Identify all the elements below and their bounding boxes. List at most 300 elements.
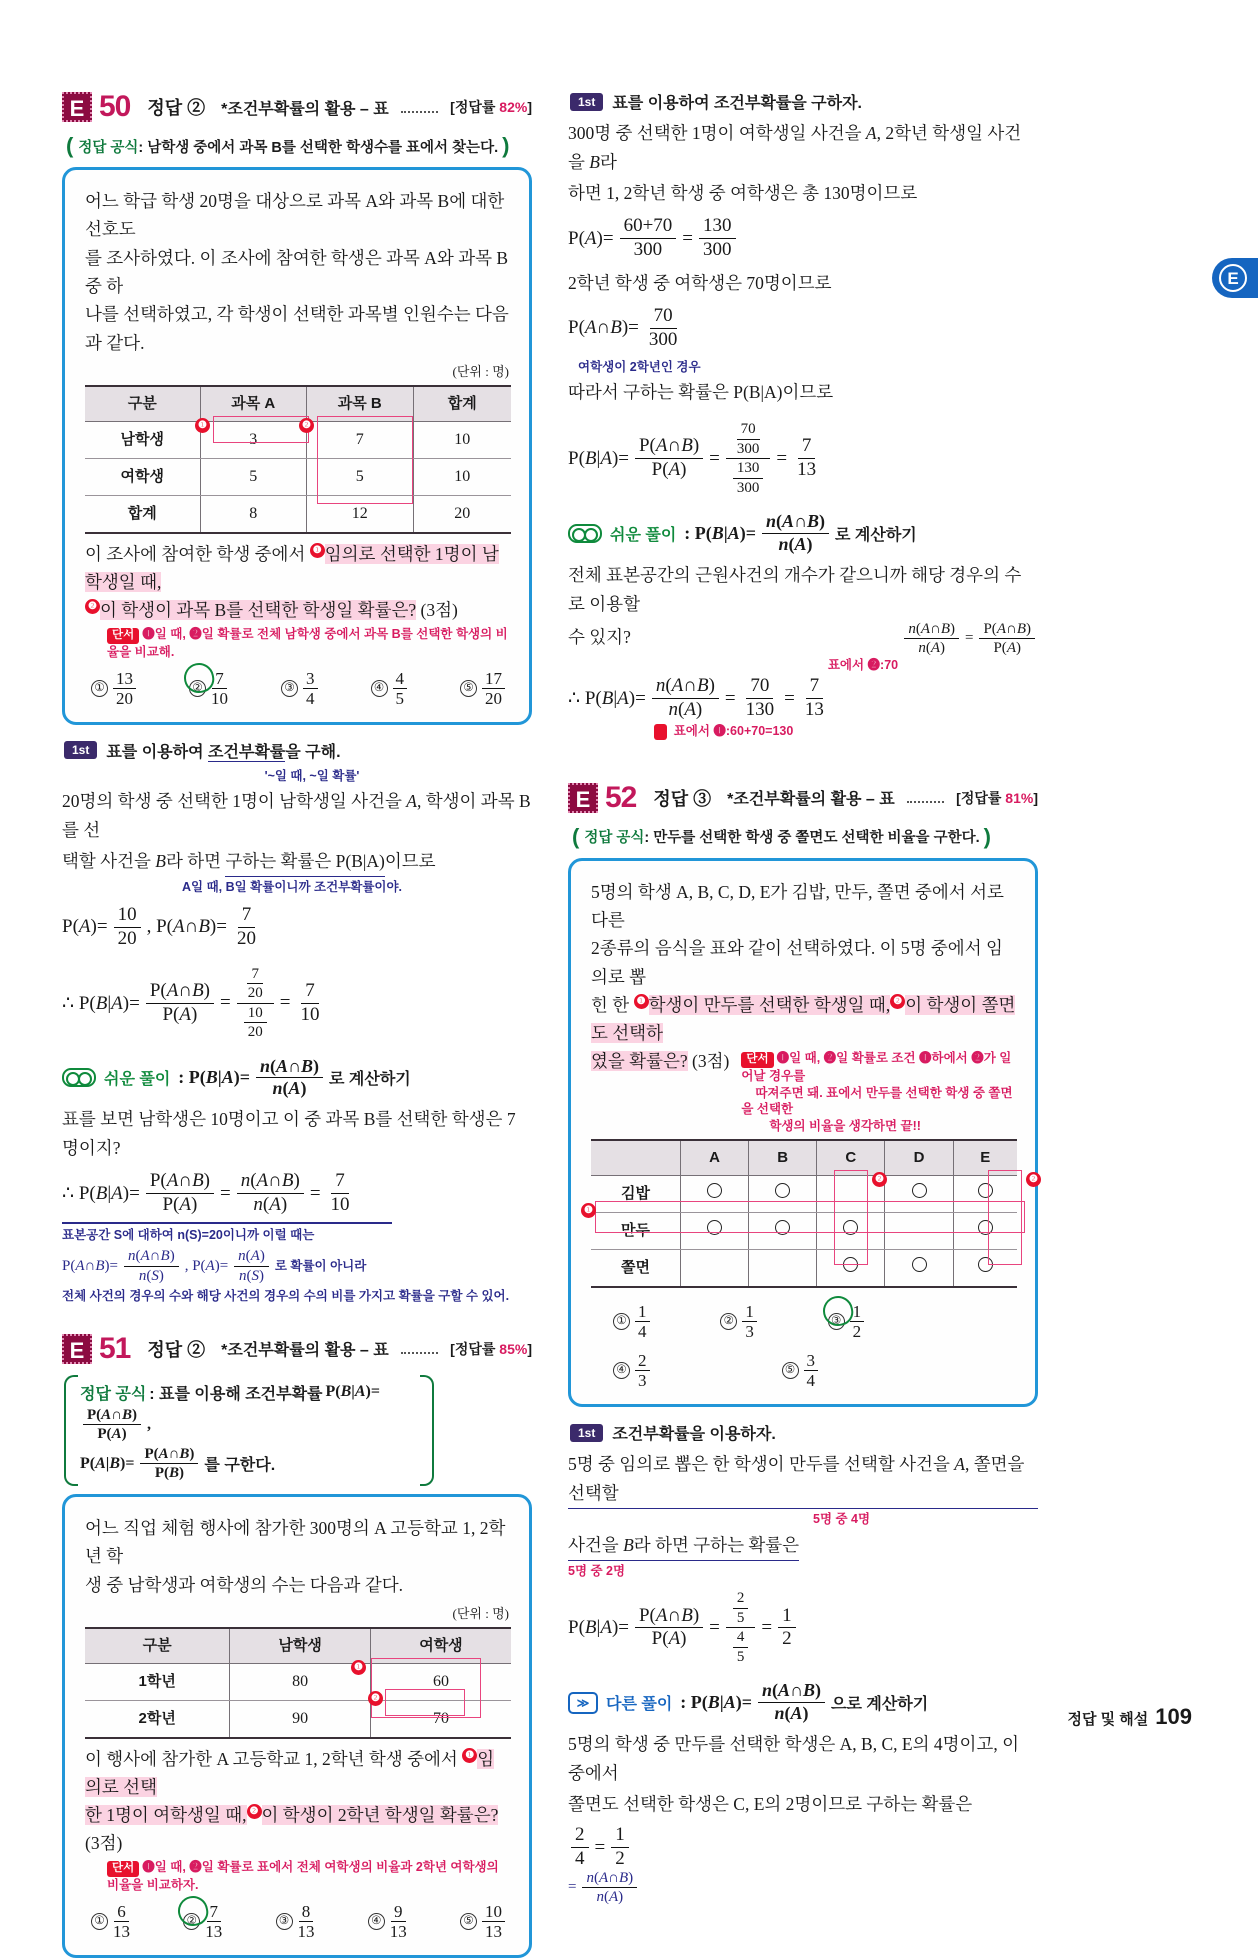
denominator: 300 [648,328,678,350]
formula-text: : 표를 이용해 조건부확률 [149,1385,323,1403]
problem-number: 51 [99,1331,131,1365]
denominator: 13 [389,1921,407,1941]
cell-g1-male: 80 [230,1664,371,1701]
th-과목A: 과목 A [200,386,307,422]
choice-3[interactable] [281,669,318,708]
sol-text: 라 [599,152,617,173]
choice-2[interactable] [189,669,228,708]
choice-5[interactable] [460,1902,505,1941]
table-header-row [85,1628,511,1664]
easy-50-note1: 표본공간 S에 대하여 n(S)=20이니까 이럴 때는 [62,1227,315,1242]
sol-51-line4: 따라서 구하는 확률은 P(B|A)이므로 [568,382,834,403]
numerator: 17 [482,669,505,689]
choice-num: ④ [368,1913,385,1930]
table-row [591,1176,1017,1213]
rate-prefix: [정답률 [956,789,1002,806]
choice-num: ② [183,1913,200,1930]
easy-solution-50 [62,1057,532,1100]
answer-word: 정답 [653,788,689,809]
q52-ask-row2 [591,1047,1017,1135]
q50-ask [85,540,511,624]
choice-num: ④ [613,1362,630,1379]
frac-conditional: $\frac{P(A\cap B)}{P(A)}$ [146,981,214,1026]
formula-tail: 를 구한다. [204,1457,276,1475]
cell-김밥-B [749,1176,817,1213]
cell-쫄면-E [953,1250,1017,1287]
cell-male-total: 10 [413,422,511,459]
easy-solution-51 [568,512,1038,555]
q51-points: (3점) [85,1833,123,1854]
problem-50 [62,90,532,1306]
row-label-total: 합계 [85,496,200,533]
problem-topic: *조건부확률의 활용 – 표 [221,1342,389,1360]
math-52-other: $\frac{2}{4}$ = $\frac{1}{2}$ [568,1825,1038,1870]
denominator: 4 [806,1371,815,1391]
circle-mark-icon [978,1183,993,1198]
choice-num: ③ [281,680,298,697]
numerator: 7 [798,436,816,459]
rate-prefix: [정답률 [450,99,496,115]
formula-51-line1: 정답 공식 : 표를 이용해 조건부확률 P(B|A)= $\frac{P(A\cap B)}{P(A)}$ , [80,1381,414,1443]
cell-g2-male: 90 [230,1701,371,1738]
choice-num: ④ [371,680,388,697]
q51-unit: (단위 : 명) [452,1606,509,1621]
choice-3[interactable] [828,1302,865,1341]
th-d: D [885,1140,953,1176]
sol-text: 라 하면 [165,851,226,872]
solution-51 [568,90,1038,741]
th-남학생: 남학생 [230,1628,371,1664]
q52-ask-pre: 힌 한 [591,995,634,1016]
other-solution-icon: ≫ [568,1692,598,1714]
marker-2-text: ❷ [890,994,905,1009]
table-header-row [591,1140,1017,1176]
right-column [568,90,1038,1906]
close-paren: ) [983,823,991,849]
q52-ask-hl3: 였을 확률은? [591,1051,688,1072]
sol-text: 라 하면 구하는 확률은 [633,1534,800,1555]
frac-pa [114,905,141,950]
step-badge: 1st [570,93,603,111]
table-row [85,1701,511,1738]
choice-fraction [482,669,505,708]
marker-2-table: ❷ [368,1691,383,1706]
numerator: 2 [571,1825,589,1848]
formula-text: : 남학생 중에서 과목 B를 선택한 학생수를 표에서 찾는다. [138,139,499,156]
cell-쫄면-B [749,1250,817,1287]
sol-text: 20명의 학생 중 선택한 1명이 남학생일 사건을 [62,791,407,812]
choice-2[interactable] [183,1902,222,1941]
section-tab-label: E [1219,264,1247,292]
denominator: 4 [575,1848,585,1870]
denominator: 20 [117,927,137,949]
q51-line-1: 어느 직업 체험 행사에 참가한 300명의 A 고등학교 1, 2학년 학 [85,1517,506,1567]
hint-text-1: ❶일 때, ❷일 확률로 조건 ❶하에서 ❷가 일어날 경우를 [741,1051,1012,1083]
q50-line-1: 어느 학급 학생 20명을 대상으로 과목 A와 과목 B에 대한 선호도 [85,191,505,240]
frac-pab [233,905,260,950]
open-paren: ( [66,133,74,158]
cell-male-b: 7 [307,422,414,459]
numerator: 1 [742,1302,757,1322]
answer-label [147,1336,205,1362]
numerator: 70 [737,421,760,440]
leader-dots [401,1343,438,1354]
th-c: C [817,1140,885,1176]
denominator: 13 [797,459,817,481]
numerator: 2 [635,1351,650,1371]
step-badge: 1st [64,741,97,759]
circle-mark-icon [912,1183,927,1198]
th-구분: 구분 [85,386,200,422]
cell-쫄면-D [885,1250,953,1287]
math-51-result: P(B|A)= $\frac{P(A\cap B)}{P(A)}$ = $\frac{\frac{70}{300}}{\frac{130}{300}}$ = $\frac{7}{13}$ [568,421,1038,496]
math-51-pab: P(A∩B)= $\frac{70}{300}$ [568,306,1038,351]
circle-mark-icon [775,1220,790,1235]
choice-num: ⑤ [460,680,477,697]
q52-ask-tail [591,1047,729,1075]
sol-50-note2: A일 때, B일 확률이니까 조건부확률이야. [182,880,403,895]
numerator: 1 [611,1825,629,1848]
section-tab-e [1212,258,1258,298]
formula-title: 정답 공식 [78,139,139,156]
numerator: 1 [850,1302,865,1322]
row-label-female: 여학생 [85,459,200,496]
q52-ask-hl2: 이 학생이 쫄면도 선택하 [591,995,1016,1044]
other-solution-52 [568,1681,1038,1724]
q52-points: (3점) [687,1051,730,1072]
answer-label [653,785,711,811]
easy-tail: 로 계산하기 [329,1071,411,1089]
choice-4[interactable] [371,669,408,708]
table-row [85,459,511,496]
problem-50-header [62,90,532,124]
data-table-51 [85,1627,511,1739]
q51-table-wrap [85,1627,511,1739]
sol-text: 300명 중 선택한 1명이 여학생일 사건을 [568,123,866,143]
leader-dots [401,102,438,113]
marker-1-table: ❶ [195,418,210,433]
cell-만두-B [749,1213,817,1250]
choice-4[interactable] [613,1351,650,1390]
formula-title: 정답 공식 [584,830,645,847]
event-b: B [623,1534,634,1555]
hint-text-3: 학생의 비율을 생각하면 끝!! [769,1119,921,1134]
step-text: 표를 이용하여 조건부확률을 구하자. [612,95,862,112]
numerator: 60+70 [620,216,677,239]
easy-title: 쉬운 풀이 [104,1071,171,1089]
denominator: 13 [205,1921,223,1941]
answer-formula-51 [64,1375,434,1486]
q51-hint [107,1859,511,1893]
sol-51-line1 [568,119,1038,177]
problem-51-header [62,1332,532,1366]
problem-number: 52 [605,780,637,814]
q50-table-wrap [85,385,511,534]
other-tail: 으로 계산하기 [831,1696,929,1714]
step-text: 조건부확률을 이용하자. [612,1426,776,1444]
marker-2-table: ❷ [299,418,314,433]
sol-52-note-b: 5명 중 2명 [568,1563,626,1578]
row-label-쫄면: 쫄면 [591,1250,680,1287]
easy-50-note2: P(A∩B)= $\frac{n(A\cap B)}{n(S)}$ , P(A)= $\frac{n(A)}{n(S)}$ 로 확률이 아니라 [62,1248,367,1284]
rate-suffix: ] [527,1340,532,1357]
q52-choices-row2 [591,1351,1017,1390]
answer-formula-52 [572,824,1038,850]
denominator: 4 [306,688,315,708]
q50-points: (3점) [416,600,458,621]
denominator: 130 [745,699,775,721]
numerator: 7 [247,966,263,985]
easy-formula: : P(B|A)= $\frac{n(A\cap B)}{n(A)}$ 로 계산하기 [178,1055,411,1099]
marker-1-table: ❶ [581,1203,596,1218]
open-paren: ( [572,823,580,849]
q52-ask [591,991,1017,1047]
denominator: 20 [247,985,263,1001]
numerator: 10 [244,1005,267,1024]
other-formula: : P(B|A)= $\frac{n(A\cap B)}{n(A)}$ 으로 계산하기 [680,1680,929,1724]
cell-female-b: 5 [307,459,414,496]
numerator: 9 [391,1902,406,1922]
marker-1-text: ❶ [462,1748,477,1763]
circle-mark-icon [912,1257,927,1272]
easy-text: 전체 표본공간의 근원사건의 개수가 같으니까 해당 경우의 수로 이용할 [568,564,1022,614]
hint-badge: 단서 [741,1052,773,1068]
table-row [85,422,511,459]
step-50 [64,739,532,762]
math-50-result: ∴ P(B|A)= $\frac{P(A\cap B)}{P(A)}$ = $\frac{\frac{7}{20}}{\frac{10}{20}}$ = $\frac{7}{10}$ [62,966,532,1041]
denominator: 2 [782,1628,792,1650]
choice-1[interactable] [91,1902,130,1941]
row-label-male: 남학생 [85,422,200,459]
q51-ask-hl1: 임의로 선택 [85,1749,495,1798]
numerator: 7 [207,1902,222,1922]
choice-1[interactable] [613,1302,650,1341]
easy-title: 쉬운 풀이 [610,527,677,545]
numerator: 130 [733,460,764,479]
denominator: 13 [804,699,824,721]
denominator: 300 [736,479,760,496]
choice-5[interactable] [782,1351,819,1390]
q51-ask [85,1745,511,1857]
step-badge: 1st [570,1424,603,1442]
hint-badge: 단서 [107,628,139,644]
event-a: A [954,1454,965,1475]
denominator: 5 [736,1609,745,1626]
page-footer [1067,1704,1192,1730]
note-51-small: 여학생이 2학년인 경우 [578,359,701,374]
numerator: 70 [746,676,773,699]
numerator: 13 [113,669,136,689]
q52-table-wrap [584,1139,1038,1288]
rate-value: 82% [499,99,528,115]
numerator: 3 [303,669,318,689]
cell-만두-D [885,1213,953,1250]
tip-text: 표에서 ❶:60+70=130 [673,724,794,739]
numerator: 6 [114,1902,129,1922]
table-row [591,1213,1017,1250]
math-50-pa: P(A)= $\frac{10}{20}$ , P(A∩B)= $\frac{7}{20}$ [62,905,532,950]
choice-4[interactable] [368,1902,407,1941]
sol-51-line3: 2학년 학생 중 여학생은 70명이므로 [568,272,832,293]
denominator: 300 [633,239,663,261]
event-a: A [865,123,877,143]
cell-total-a: 8 [200,496,307,533]
q50-line-2: 를 조사하였다. 이 조사에 참여한 학생은 과목 A와 과목 B 중 하 [85,247,509,297]
numerator: 1 [635,1302,650,1322]
denominator: 3 [745,1322,754,1342]
math-52-result: P(B|A)= $\frac{P(A\cap B)}{P(A)}$ = $\frac{\frac{2}{5}}{\frac{4}{5}}$ = $\frac{1}{2}$ [568,1590,1038,1665]
easy-50-line: 표를 보면 남학생은 10명이고 이 중 과목 B를 선택한 학생은 7명이지? [62,1109,516,1159]
easy-51-line2-row [568,621,1038,657]
hint-text-2: 따져주면 돼. 표에서 만두를 선택한 학생 중 쫄면을 선택한 [741,1085,1013,1117]
circle-mark-icon [707,1183,722,1198]
denominator: 300 [736,440,760,457]
marker-1-table: ❶ [351,1660,366,1675]
left-column [62,90,532,1958]
rate-value: 85% [499,1340,528,1357]
sol-text: , 2학년 학생일 사건을 [568,123,1022,173]
numerator: 10 [114,905,141,928]
problem-badge: E [62,1334,92,1364]
choice-num: ② [189,680,206,697]
event-a: A [406,791,417,812]
q50-ask-pre: 이 조사에 참여한 학생 중에서 [85,544,310,565]
choice-5[interactable] [460,669,505,708]
q51-ask-hl2: 이 학생이 2학년 학생일 확률은? [261,1805,499,1826]
cell-grand-total: 20 [413,496,511,533]
problem-number: 50 [99,90,131,123]
formula-title: 정답 공식 [80,1385,147,1403]
th-blank [591,1140,680,1176]
table-row [85,1664,511,1701]
marker-1-text: ❶ [310,543,325,558]
problem-topic: *조건부확률의 활용 – 표 [727,791,895,809]
data-table-50 [85,385,511,534]
choice-num: ③ [276,1913,293,1930]
math-50-easy: ∴ P(B|A)= $\frac{P(A\cap B)}{P(A)}$ = $\frac{n(A\cap B)}{n(A)}$ = $\frac{7}{10}$ [62,1171,532,1216]
choice-3[interactable] [276,1902,315,1941]
denominator: 20 [236,927,256,949]
answer-word: 정답 [147,98,183,118]
table-row [591,1250,1017,1287]
binoculars-icon [568,524,602,543]
choice-2[interactable] [720,1302,757,1341]
other-title: 다른 풀이 [606,1696,673,1714]
choice-1[interactable] [91,669,136,708]
denominator: 4 [638,1322,647,1342]
marker-2-text: ❷ [247,1804,262,1819]
choice-num: ① [91,680,108,697]
denominator: 20 [247,1024,263,1040]
blue-rule [62,1222,392,1224]
row-label-g1: 1학년 [85,1664,230,1701]
cell-쫄면-C [817,1250,885,1287]
denominator: 20 [485,688,502,708]
circle-mark-icon [978,1257,993,1272]
choice-num: ① [613,1313,630,1330]
close-paren: ) [502,133,510,158]
correct-rate [450,1339,532,1359]
q50-hint [107,626,511,660]
th-여학생: 여학생 [370,1628,511,1664]
problem-badge: E [62,92,92,122]
other-52-line2: 쫄면도 선택한 학생은 C, E의 2명이므로 구하는 확률은 [568,1794,973,1815]
row-label-g2: 2학년 [85,1701,230,1738]
q52-choices-row1 [591,1302,1017,1341]
event-b: B [155,851,166,872]
cell-김밥-D [885,1176,953,1213]
rate-suffix: ] [1033,789,1038,806]
answer-formula-50 [66,133,532,159]
footer-label: 정답 및 해설 [1067,1711,1149,1728]
marker-2-table-c: ❷ [872,1172,887,1187]
marker-2-table-e: ❷ [1026,1172,1041,1187]
numerator: 10 [482,1902,505,1922]
sol-text: 사건을 [568,1534,624,1555]
hint-badge: 단서 [107,1861,139,1877]
page-number: 109 [1155,1704,1192,1729]
formula-51-line2: P(A|B)= $\frac{P(A\cap B)}{P(B)}$ 를 구한다. [80,1445,276,1482]
numerator: 4 [733,1629,749,1648]
cell-female-a: 5 [200,459,307,496]
q51-ask-hl1b: 한 1명이 여학생일 때, [85,1805,247,1826]
q52-hint [741,1050,1017,1135]
easy-tail: 로 계산하기 [835,527,917,545]
cell-g1-female: 60 [370,1664,511,1701]
question-box-51 [62,1494,532,1958]
q50-choices [85,669,511,708]
numerator: 7 [331,1171,349,1194]
th-합계: 합계 [413,386,511,422]
table-row [85,496,511,533]
cell-female-total: 10 [413,459,511,496]
numerator: 130 [699,216,736,239]
denominator: 13 [297,1921,315,1941]
cell-total-b: 12 [307,496,414,533]
sol-text: , 학생이 과목 B를 선 [62,791,531,841]
sol-underline-wrap [568,1450,1038,1509]
answer-label [147,94,205,120]
other-52-line1: 5명의 학생 중 만두를 선택한 학생은 A, B, C, E의 4명이고, 이 중에서 [568,1734,1019,1784]
marker-2-text: ❷ [85,599,100,614]
correct-rate [956,788,1038,808]
cell-만두-A [680,1213,748,1250]
cell-만두-C [817,1213,885,1250]
numerator: 4 [393,669,408,689]
step-pre: 표를 이용하여 [106,743,208,761]
rate-value: 81% [1005,789,1034,806]
step-50-note: '~일 때, ~일 확률' [264,768,360,783]
cell-김밥-A [680,1176,748,1213]
binoculars-icon [62,1068,96,1087]
choice-num: ⑤ [782,1362,799,1379]
problem-52-header [568,781,1038,815]
sol-51-line2: 하면 1, 2학년 학생 중 여학생은 총 130명이므로 [568,183,918,204]
q50-ask-hl2: 이 학생이 과목 B를 선택한 학생일 확률은? [100,600,417,621]
step-underlined: 조건부확률 [207,743,286,761]
circle-mark-icon [775,1183,790,1198]
tip-51-2 [654,723,1038,741]
choice-num: ① [91,1913,108,1930]
th-a: A [680,1140,748,1176]
denominator: 2 [852,1322,862,1342]
th-e: E [953,1140,1017,1176]
question-box-52 [568,858,1038,1408]
numerator: 7 [238,905,256,928]
sol-text: 이므로 [384,851,436,872]
denominator: 13 [113,1921,130,1941]
q50-line-3: 나를 선택하였고, 각 학생이 선택한 과목별 인원수는 다음과 같다. [85,304,509,353]
